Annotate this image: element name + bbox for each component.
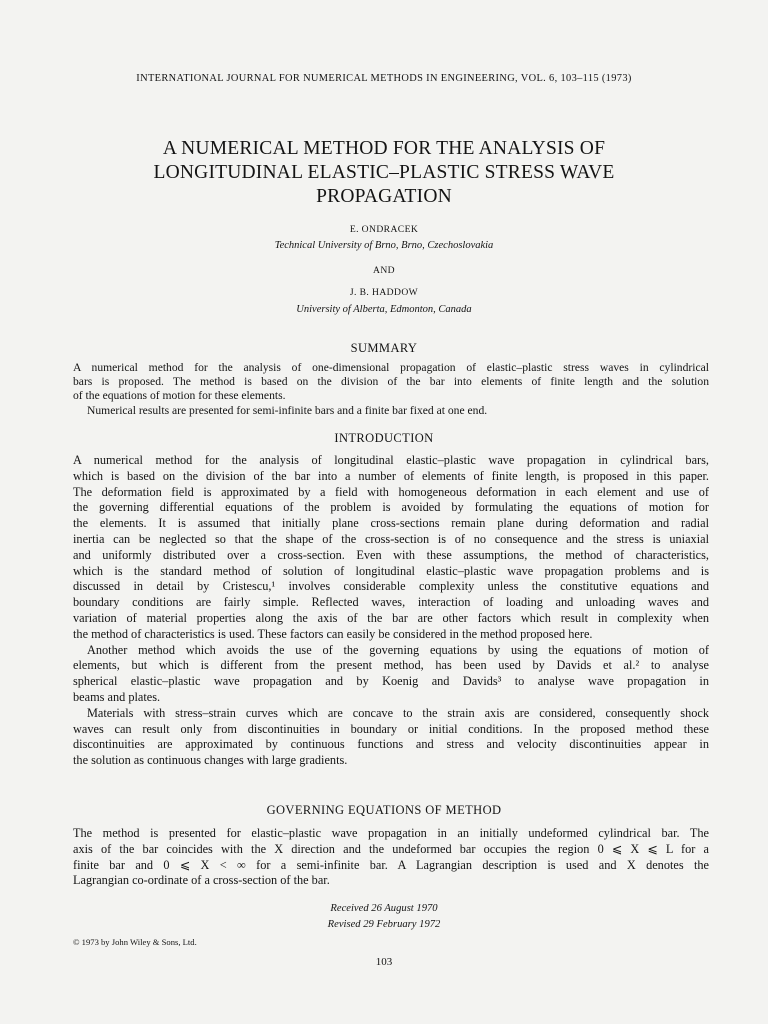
page-number: 103 xyxy=(375,956,393,968)
text-line: bars is proposed. The method is based on the division of the bar into elements of finite length and the solution xyxy=(73,375,709,389)
introduction-body xyxy=(73,453,709,769)
journal-header: INTERNATIONAL JOURNAL FOR NUMERICAL METHODS IN ENGINEERING, VOL. 6, 103–115 (1973) xyxy=(136,73,632,84)
title-line: A NUMERICAL METHOD FOR THE ANALYSIS OF xyxy=(162,138,606,159)
copyright-notice: © 1973 by John Wiley & Sons, Ltd. xyxy=(73,937,197,947)
governing-equations-heading: GOVERNING EQUATIONS OF METHOD xyxy=(266,803,502,817)
revised-date: Revised 29 February 1972 xyxy=(327,919,441,930)
text-line: variation of material properties along the axis of the bar are other factors which result in complexity when xyxy=(73,610,709,625)
text-line: Lagrangian co-ordinate of a cross-section of the bar. xyxy=(73,873,330,888)
text-line: discontinuities are approximated by continuous functions and stress and velocity discontinuities appear in xyxy=(73,737,709,752)
paper-title xyxy=(0,137,768,209)
text-line: the method of characteristics is used. These factors can easily be considered in the method proposed here. xyxy=(73,626,593,641)
text-line: axis of the bar coincides with the X direction and the undeformed bar occupies the region 0 ⩽ X ⩽ L for a xyxy=(73,841,709,856)
summary-paragraph xyxy=(73,361,709,418)
text-line: of the equations of motion for these elements. xyxy=(73,389,286,403)
received-date: Received 26 August 1970 xyxy=(330,903,438,914)
text-line: The deformation field is approximated by a field with homogeneous deformation in each element and use of xyxy=(73,484,709,499)
text-line: beams and plates. xyxy=(73,689,161,704)
text-line: elements, but which is different from the present method, has been used by Davids et al.² to analyse xyxy=(73,658,709,673)
text-line: spherical elastic–plastic wave propagation and by Koenig and Davids³ to analyse wave propagation in xyxy=(73,674,709,689)
text-line: finite bar and 0 ⩽ X < ∞ for a semi-infinite bar. A Lagrangian description is used and X denotes the xyxy=(73,857,709,872)
text-line: inertia can be neglected so that the shape of the cross-section is of no consequence and the stress is uniaxial xyxy=(73,531,709,546)
summary-heading: SUMMARY xyxy=(350,341,418,355)
text-line: A numerical method for the analysis of longitudinal elastic–plastic wave propagation in cylindrical bars, xyxy=(73,453,709,467)
text-line: which is the standard method of solution of longitudinal elastic–plastic wave propagation problems and is xyxy=(73,563,709,578)
text-line: Materials with stress–strain curves which are concave to the strain axis are considered, consequently shock xyxy=(87,705,709,720)
text-line: the solution as continuous changes with large gradients. xyxy=(73,753,348,768)
title-line: PROPAGATION xyxy=(316,186,452,207)
text-line: discussed in detail by Cristescu,¹ involves considerable complexity unless the constitutive equations and xyxy=(73,579,709,594)
text-line: and uniformly distributed over a cross-section. Even with these assumptions, the method of characteristics, xyxy=(73,547,709,562)
text-line: boundary conditions are fairly simple. Reflected waves, interaction of loading and unloading waves and xyxy=(73,595,709,610)
text-line: the governing differential equations of the problem is avoided by formulating the equations of motion for xyxy=(73,500,709,515)
text-line: A numerical method for the analysis of one-dimensional propagation of elastic–plastic stress waves in cylindrical xyxy=(73,361,709,374)
text-line: Numerical results are presented for semi-infinite bars and a finite bar fixed at one end. xyxy=(87,403,488,417)
text-line: the elements. It is assumed that initially plane cross-sections remain plane during deformation and radial xyxy=(73,516,709,531)
text-line: waves can result only from discontinuities in boundary or initial conditions. In the proposed method these xyxy=(73,721,709,736)
introduction-heading: INTRODUCTION xyxy=(334,431,434,445)
text-line: The method is presented for elastic–plastic wave propagation in an initially undeformed cylindrical bar. The xyxy=(73,826,709,840)
author-affiliation: University of Alberta, Edmonton, Canada xyxy=(296,304,472,315)
governing-equations-body xyxy=(73,826,709,889)
author-affiliation: Technical University of Brno, Brno, Czechoslovakia xyxy=(274,240,494,251)
text-line: Another method which avoids the use of the governing equations by using the equations of motion of xyxy=(87,642,709,657)
author-name: J. B. HADDOW xyxy=(349,287,419,298)
text-line: which is based on the division of the bar into a number of elements of finite length, is proposed in this paper. xyxy=(73,468,709,483)
author-separator: AND xyxy=(373,265,395,276)
title-line: LONGITUDINAL ELASTIC–PLASTIC STRESS WAVE xyxy=(153,162,615,183)
author-name: E. ONDRACEK xyxy=(349,224,419,235)
